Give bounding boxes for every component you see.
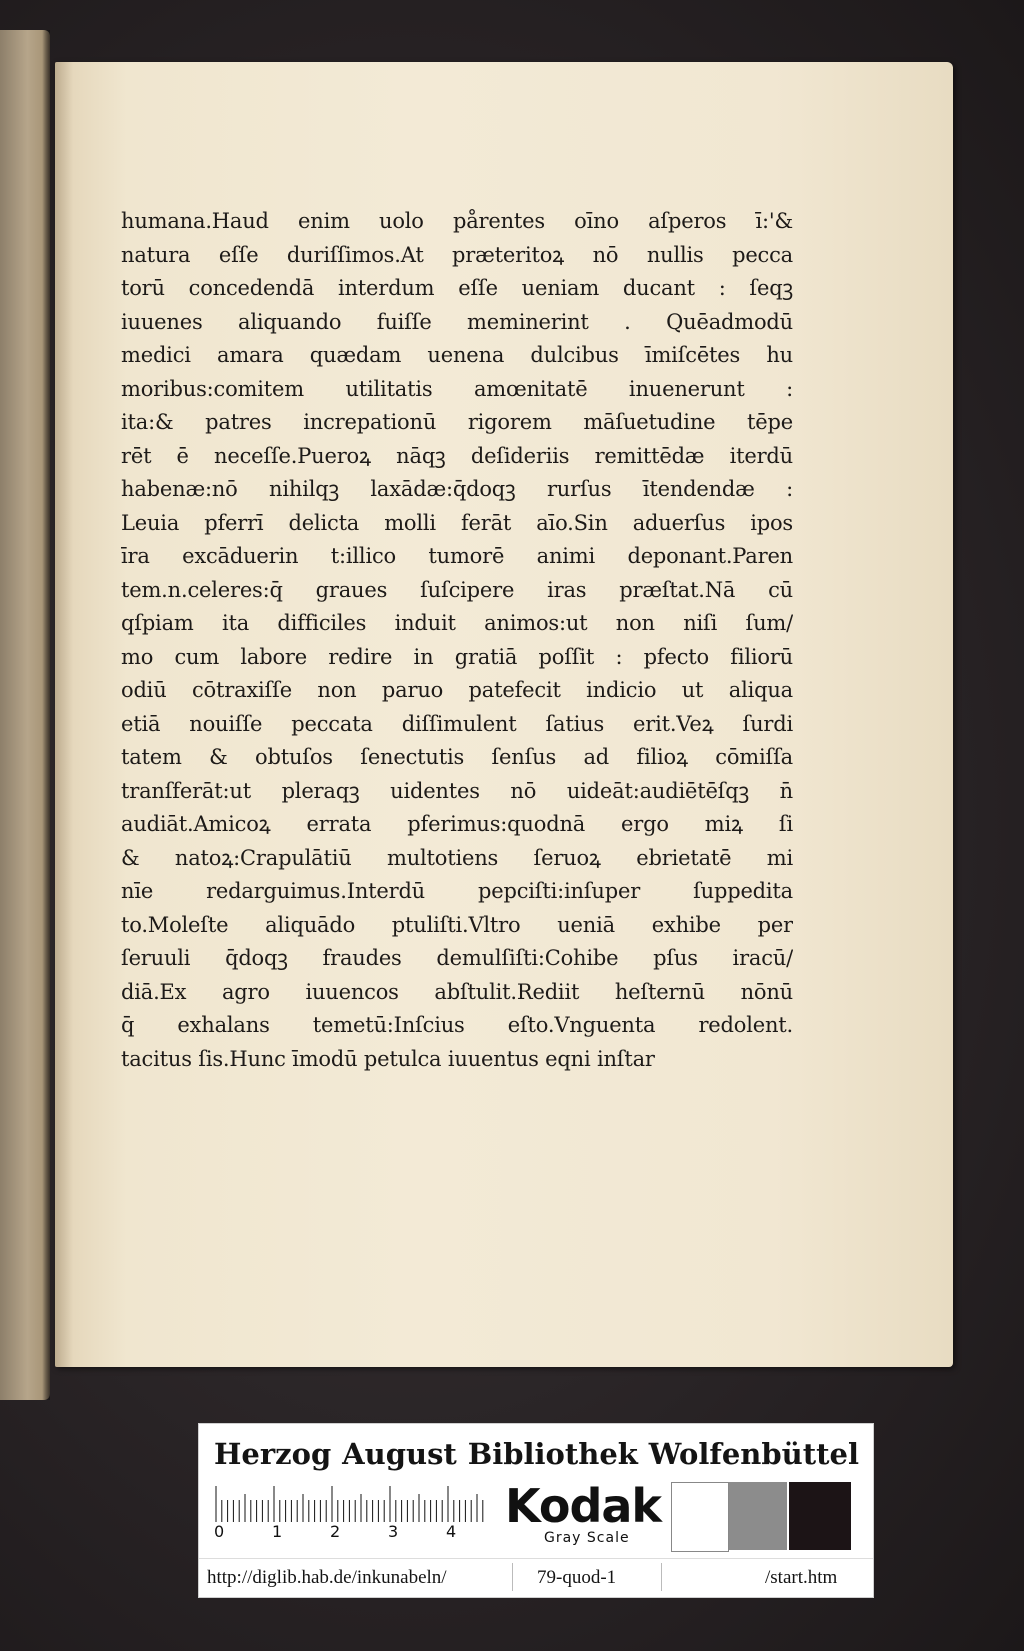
shelfmark: 79-quod-1 xyxy=(537,1567,617,1588)
text-line: diā.Ex agro iuuencos abſtulit.Rediit heſternū nōnū xyxy=(121,979,793,1004)
text-line: qſpiam ita difficiles induit animos:ut non niſi ſum/ xyxy=(121,611,793,635)
ruler-scale xyxy=(214,1486,494,1522)
text-line: habenæ:nō nihilqꝫ laxādæ:q̄doqꝫ rurſus ītendendæ : xyxy=(121,477,793,501)
text-line: iuuenes aliquando fuiſſe meminerint . Quēadmodū xyxy=(121,309,793,334)
text-line: moribus:comitem utilitatis amœnitatē inuenerunt : xyxy=(121,376,793,401)
text-line: odiū cōtraxiſſe non paruo patefecit indicio ut aliqua xyxy=(121,678,793,702)
text-line: īra excāduerin t:illico tumorē animi deponant.Paren xyxy=(121,544,793,568)
text-line: torū concedendā interdum eſſe ueniam ducant : ſeqꝫ xyxy=(121,276,793,300)
color-target-card xyxy=(198,1423,874,1598)
text-line: tatem & obtuſos ſenectutis ſenſus ad filioꝝ cōmiſſa xyxy=(121,745,793,769)
text-line: mo cum labore redire in gratiā poſſit : pfecto filiorū xyxy=(121,644,793,669)
ruler-numbers xyxy=(214,1522,494,1546)
ruler-number: 0 xyxy=(214,1522,225,1541)
ruler-number: 1 xyxy=(272,1522,283,1541)
text-line: tem.n.celeres:q̄ graues ſuſcipere iras præſtat.Nā cū xyxy=(121,577,793,602)
text-line: audiāt.Amicoꝝ errata pferimus:quodnā ergo miꝝ ſi xyxy=(121,812,793,836)
text-line: Leuia pferrī delicta molli ferāt aīo.Sin aduerſus ipos xyxy=(121,510,793,535)
url-divider xyxy=(661,1563,662,1591)
url-divider xyxy=(512,1563,513,1591)
text-line: tacitus ſis.Hunc īmodū petulca iuuentus eqni inſtar xyxy=(121,1046,655,1071)
text-line: etiā nouiſſe peccata diſſimulent ſatius erit.Veꝝ ſurdi xyxy=(121,711,793,736)
ruler-number: 2 xyxy=(330,1522,341,1541)
swatch-white xyxy=(671,1482,729,1552)
text-line: nīe redarguimus.Interdū pepciſti:inſuper ſuppedita xyxy=(121,879,793,903)
text-line: ſeruuli q̄doqꝫ fraudes demulſiſti:Cohibe pſus iracū/ xyxy=(121,946,793,970)
text-line: humana.Haud enim uolo pårentes oīno aſperos ī:'& xyxy=(121,209,793,233)
text-line: q̄ exhalans temetū:Inſcius eſto.Vnguenta redolent. xyxy=(121,1013,793,1037)
library-title: Herzog August Bibliothek Wolfenbüttel xyxy=(214,1437,859,1471)
facing-page-edge xyxy=(0,30,50,1400)
ruler-number: 4 xyxy=(446,1522,457,1541)
url-suffix: /start.htm xyxy=(765,1567,838,1588)
spine-shadow xyxy=(42,30,50,1400)
text-line: to.Moleſte aliquādo ptuliſti.Vltro ueniā exhibe per xyxy=(121,912,793,937)
text-line: natura eſſe duriſſimos.At præteritoꝝ nō nullis pecca xyxy=(121,242,793,267)
url-base: http://diglib.hab.de/inkunabeln/ xyxy=(207,1567,447,1588)
text-line: rēt ē neceſſe.Pueroꝝ nāqꝫ deſideriis remittēdæ iterdū xyxy=(121,443,793,468)
kodak-logo: Kodak xyxy=(505,1479,661,1533)
text-line: tranſferāt:ut pleraqꝫ uidentes nō uideāt:audiētēſqꝫ n̄ xyxy=(121,778,793,803)
text-line: medici amara quædam uenena dulcibus īmiſcētes hu xyxy=(121,343,793,367)
swatch-mid-gray xyxy=(729,1482,787,1550)
ruler-number: 3 xyxy=(388,1522,399,1541)
gray-scale-label: Gray Scale xyxy=(544,1530,630,1546)
swatch-black xyxy=(789,1482,851,1550)
text-line: & natoꝝ:Crapulātiū multotiens ſeruoꝝ ebrietatē mi xyxy=(121,845,793,870)
url-bar xyxy=(199,1558,873,1595)
book-page xyxy=(55,62,953,1367)
text-line: ita:& patres increpationū rigorem māſuetudine tēpe xyxy=(121,410,793,434)
page-text xyxy=(121,205,793,1076)
